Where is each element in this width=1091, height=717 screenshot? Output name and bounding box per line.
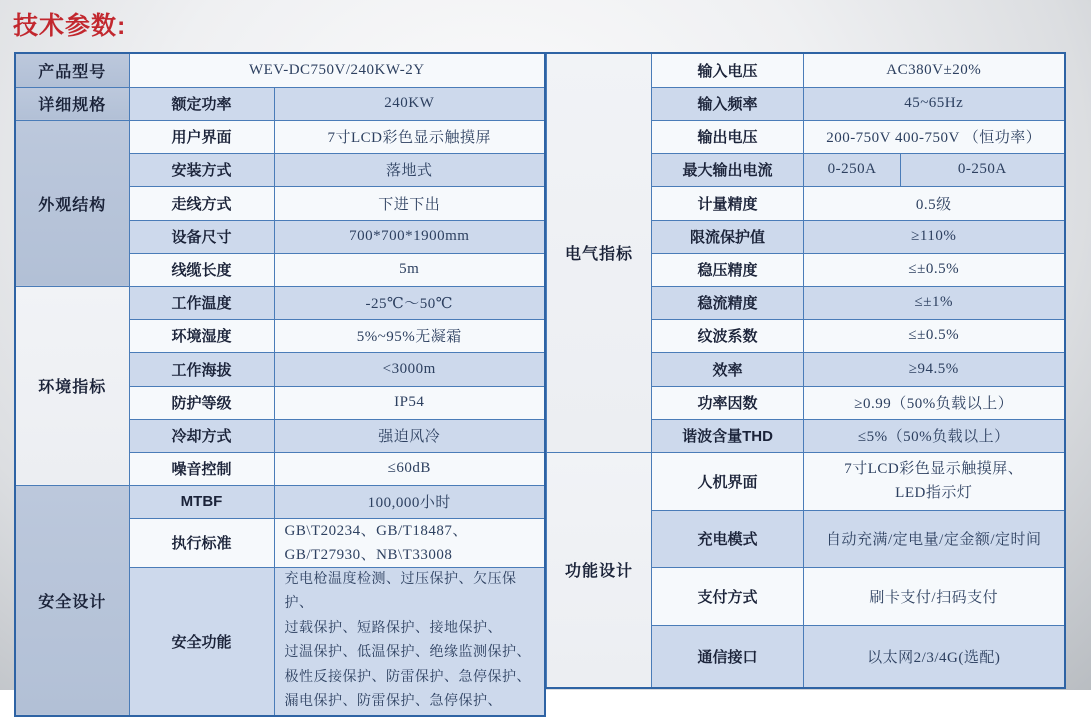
row-value: ≤±0.5% — [804, 319, 1065, 352]
row-value: ≤60dB — [274, 452, 545, 485]
row-label: 冷却方式 — [129, 419, 274, 452]
safety-function-line: 过温保护、低温保护、绝缘监测保护、 — [284, 645, 531, 660]
left-spec-table — [14, 52, 546, 717]
group-cell-appearance: 外观结构 — [15, 120, 129, 286]
row-label: 环境湿度 — [129, 319, 274, 352]
row-label: 走线方式 — [129, 186, 274, 220]
row-value: <3000m — [274, 352, 545, 386]
row-value: ≥110% — [804, 220, 1065, 253]
row-label: 安全功能 — [129, 567, 274, 716]
safety-function-line: 漏电保护、防雷保护、急停保护、 — [284, 694, 502, 709]
row-label: 防护等级 — [129, 386, 274, 419]
row-label: 工作海拔 — [129, 352, 274, 386]
row-value: 强迫风冷 — [274, 419, 545, 452]
group-cell-function-design: 功能设计 — [547, 452, 652, 688]
row-value: IP54 — [274, 386, 545, 419]
group-cell-safety-design: 安全设计 — [15, 485, 129, 716]
row-value: 0.5级 — [804, 186, 1065, 220]
row-label: 输入频率 — [652, 87, 804, 120]
row-label: 稳流精度 — [652, 286, 804, 319]
row-value: 以太网2/3/4G(选配) — [804, 625, 1065, 688]
row-value: ≤±0.5% — [804, 253, 1065, 286]
row-label: 充电模式 — [652, 510, 804, 567]
row-value: 下进下出 — [274, 186, 545, 220]
row-value: -25℃～50℃ — [274, 286, 545, 319]
table-row — [15, 286, 545, 319]
row-value-multiline — [274, 567, 545, 716]
table-row — [547, 53, 1065, 87]
row-value: 落地式 — [274, 153, 545, 186]
row-label: 输入电压 — [652, 53, 804, 87]
row-label: 通信接口 — [652, 625, 804, 688]
standard-line: GB\T20234、GB/T18487、 — [284, 522, 468, 539]
row-value: 700*700*1900mm — [274, 220, 545, 253]
page-title: 技术参数: — [13, 12, 127, 40]
row-label: MTBF — [129, 485, 274, 518]
row-label: 额定功率 — [129, 87, 274, 120]
table-row — [15, 120, 545, 153]
row-value-current-2: 0-250A — [901, 153, 1065, 186]
table-row — [15, 485, 545, 518]
standard-line: GB/T27930、NB\T33008 — [284, 546, 453, 563]
row-value: 5%~95%无凝霜 — [274, 319, 545, 352]
safety-function-line: 极性反接保护、防雷保护、急停保护、 — [284, 669, 531, 685]
row-value: 45~65Hz — [804, 87, 1065, 120]
row-value: ≤±1% — [804, 286, 1065, 319]
hmi-line: 7寸LCD彩色显示触摸屏、 — [844, 461, 1024, 477]
row-value: AC380V±20% — [804, 53, 1065, 87]
row-label: 谐波含量THD — [652, 419, 804, 452]
spec-tables-container — [14, 52, 1066, 717]
group-cell-environment: 环境指标 — [15, 286, 129, 485]
row-label: 功率因数 — [652, 386, 804, 419]
row-value: 刷卡支付/扫码支付 — [804, 567, 1065, 625]
group-cell-detailed-spec: 详细规格 — [15, 87, 129, 120]
row-label: 支付方式 — [652, 567, 804, 625]
row-label: 人机界面 — [652, 452, 804, 510]
safety-function-line: 充电枪温度检测、过压保护、欠压保护、 — [284, 571, 517, 611]
product-model-value: WEV-DC750V/240KW-2Y — [129, 53, 545, 87]
row-value: ≤5%（50%负载以上） — [804, 419, 1065, 452]
table-row — [547, 452, 1065, 510]
row-value: 自动充满/定电量/定金额/定时间 — [804, 510, 1065, 567]
table-row — [15, 53, 545, 87]
row-label: 最大输出电流 — [652, 153, 804, 186]
row-value: 5m — [274, 253, 545, 286]
row-label: 线缆长度 — [129, 253, 274, 286]
row-label: 输出电压 — [652, 120, 804, 153]
group-cell-electrical: 电气指标 — [547, 53, 652, 452]
row-label: 效率 — [652, 352, 804, 386]
row-value: 200-750V 400-750V （恒功率） — [804, 120, 1065, 153]
row-label: 用户界面 — [129, 120, 274, 153]
row-label: 安装方式 — [129, 153, 274, 186]
table-row — [15, 87, 545, 120]
row-label: 噪音控制 — [129, 452, 274, 485]
safety-function-line: 过载保护、短路保护、接地保护、 — [284, 620, 502, 636]
group-cell-product-model: 产品型号 — [15, 53, 129, 87]
row-label: 稳压精度 — [652, 253, 804, 286]
hmi-line: LED指示灯 — [895, 485, 973, 501]
row-value: 100,000小时 — [274, 485, 545, 518]
row-value-current-1: 0-250A — [804, 153, 901, 186]
row-value: 240KW — [274, 87, 545, 120]
row-value-multiline — [274, 518, 545, 567]
row-value: 7寸LCD彩色显示触摸屏 — [274, 120, 545, 153]
row-value: ≥94.5% — [804, 352, 1065, 386]
row-label: 设备尺寸 — [129, 220, 274, 253]
row-label: 工作温度 — [129, 286, 274, 319]
row-label: 纹波系数 — [652, 319, 804, 352]
row-label: 计量精度 — [652, 186, 804, 220]
row-label: 限流保护值 — [652, 220, 804, 253]
row-value-multiline — [804, 452, 1065, 510]
row-label: 执行标准 — [129, 518, 274, 567]
right-spec-table — [546, 52, 1066, 689]
row-value: ≥0.99（50%负载以上） — [804, 386, 1065, 419]
